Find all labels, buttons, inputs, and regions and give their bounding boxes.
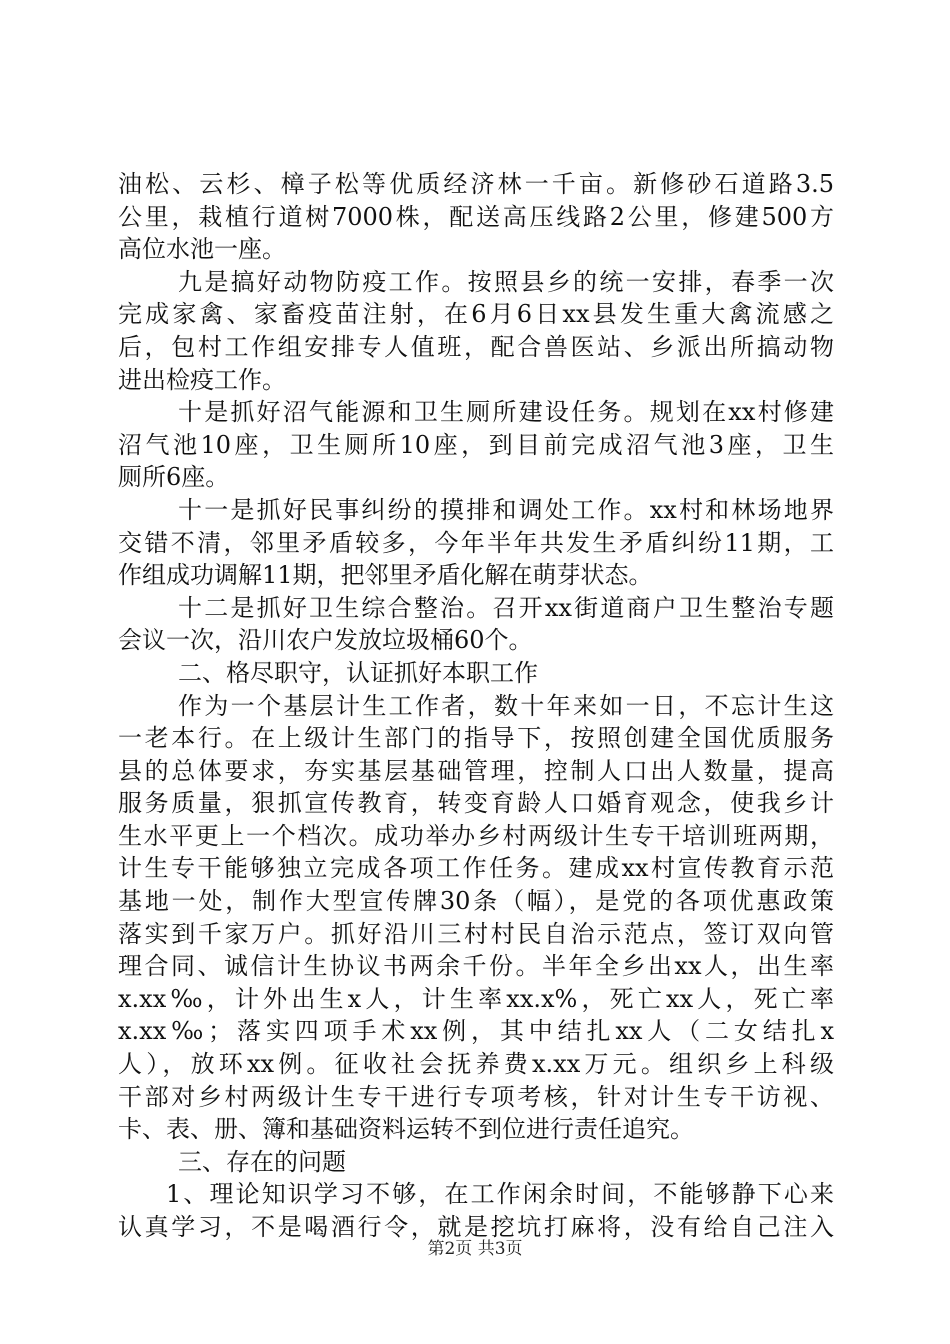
text-line: 理合同、诚信计生协议书两余千份。半年全乡出xx人，出生率 bbox=[118, 952, 834, 981]
text-line: x.xx‰，计外出生x人，计生率xx.x%，死亡xx人，死亡率 bbox=[118, 984, 834, 1013]
text-line: 厕所6座。 bbox=[118, 463, 230, 492]
text-line: 完成家禽、家畜疫苗注射，在6月6日xx县发生重大禽流感之 bbox=[118, 300, 834, 329]
text-line: 干部对乡村两级计生专干进行专项考核，针对计生专干访视、 bbox=[118, 1082, 834, 1111]
text-line: 县的总体要求，夯实基层基础管理，控制人口出人数量，提高 bbox=[118, 756, 834, 785]
text-line: x.xx‰；落实四项手术xx例，其中结扎xx人（二女结扎x bbox=[118, 1017, 834, 1046]
text-line: 作组成功调解11期，把邻里矛盾化解在萌芽状态。 bbox=[118, 561, 653, 590]
text-line: 后，包村工作组安排专人值班，配合兽医站、乡派出所搞动物 bbox=[118, 332, 834, 361]
text-line: 二、格尽职守，认证抓好本职工作 bbox=[178, 658, 538, 687]
text-line: 计生专干能够独立完成各项工作任务。建成xx村宣传教育示范 bbox=[118, 854, 834, 883]
text-line: 落实到千家万户。抓好沿川三村村民自治示范点，签订双向管 bbox=[118, 919, 834, 948]
text-line: 人），放环xx例。征收社会抚养费x.xx万元。组织乡上科级 bbox=[118, 1050, 834, 1079]
text-line: 会议一次，沿川农户发放垃圾桶60个。 bbox=[118, 626, 533, 655]
text-line: 十二是抓好卫生综合整治。召开xx街道商户卫生整治专题 bbox=[178, 593, 834, 622]
text-line: 油松、云杉、樟子松等优质经济林一千亩。新修砂石道路3.5 bbox=[118, 170, 834, 198]
text-line: 公里，栽植行道树7000株，配送高压线路2公里，修建500方 bbox=[118, 202, 834, 231]
text-line: 进出检疫工作。 bbox=[118, 365, 286, 394]
text-line: 卡、表、册、簿和基础资料运转不到位进行责任追究。 bbox=[118, 1115, 694, 1144]
document-body bbox=[118, 168, 834, 1244]
text-line: 生水平更上一个档次。成功举办乡村两级计生专干培训班两期， bbox=[118, 821, 834, 850]
text-line: 作为一个基层计生工作者，数十年来如一日，不忘计生这 bbox=[178, 691, 834, 720]
text-line: 交错不清，邻里矛盾较多，今年半年共发生矛盾纠纷11期，工 bbox=[118, 528, 834, 557]
text-line: 三、存在的问题 bbox=[178, 1147, 346, 1176]
text-line: 认真学习，不是喝酒行令，就是挖坑打麻将，没有给自己注入 bbox=[118, 1213, 834, 1241]
text-line: 九是搞好动物防疫工作。按照县乡的统一安排，春季一次 bbox=[178, 267, 834, 296]
text-line: 一老本行。在上级计生部门的指导下，按照创建全国优质服务 bbox=[118, 724, 834, 753]
text-line: 服务质量，狠抓宣传教育，转变育龄人口婚育观念，使我乡计 bbox=[118, 789, 834, 818]
text-line: 十是抓好沼气能源和卫生厕所建设任务。规划在xx村修建 bbox=[178, 398, 834, 427]
page-footer: 第2页 共3页 bbox=[427, 1239, 523, 1259]
text-line: 沼气池10座，卫生厕所10座，到目前完成沼气池3座，卫生 bbox=[118, 430, 834, 459]
text-line: 基地一处，制作大型宣传牌30条（幅），是党的各项优惠政策 bbox=[118, 887, 834, 916]
text-line: 十一是抓好民事纠纷的摸排和调处工作。xx村和林场地界 bbox=[178, 495, 834, 524]
text-line: 1、理论知识学习不够，在工作闲余时间，不能够静下心来 bbox=[166, 1180, 834, 1209]
text-line: 高位水池一座。 bbox=[118, 235, 286, 264]
